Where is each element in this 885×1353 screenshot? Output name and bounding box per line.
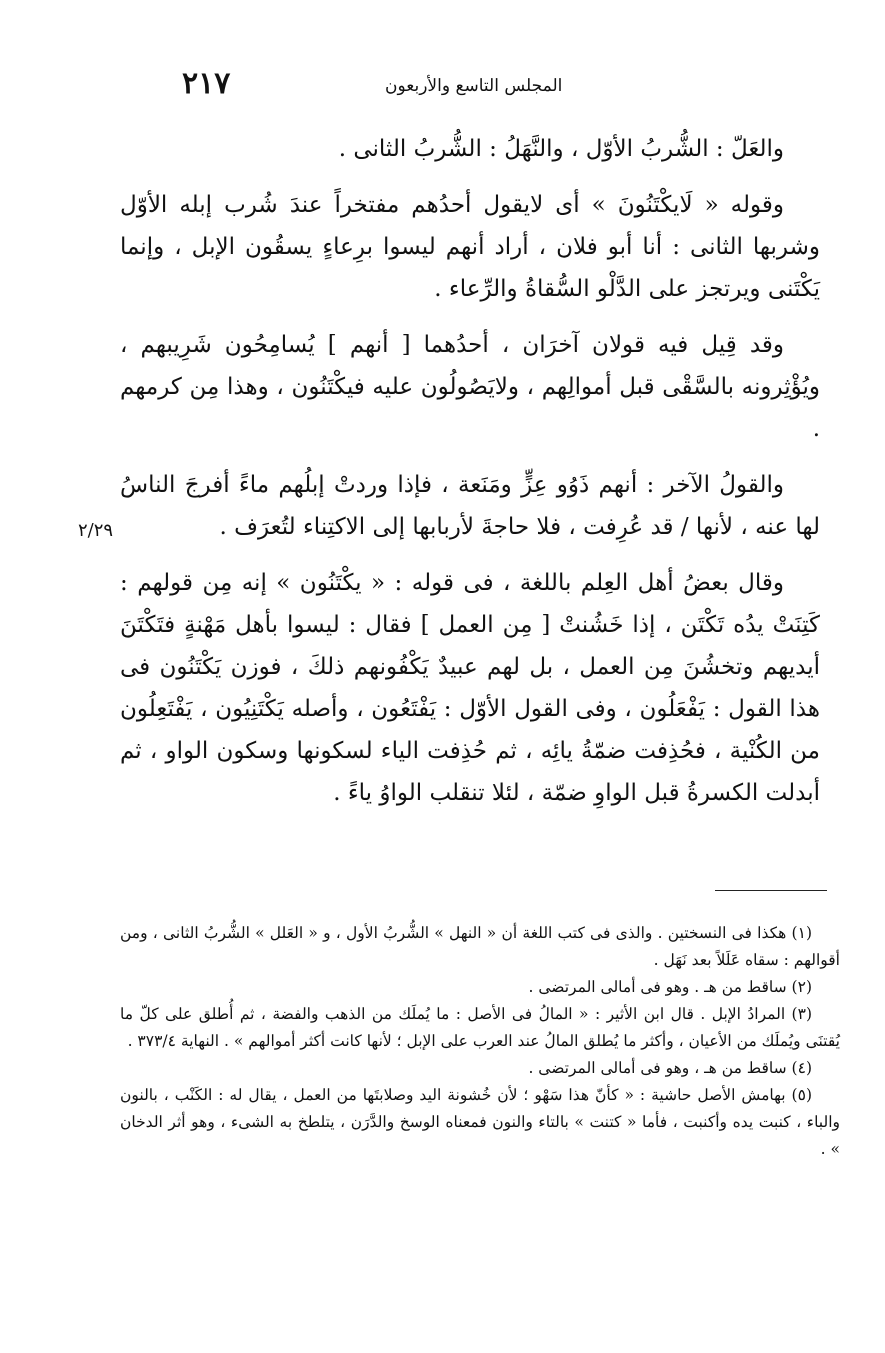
paragraph: وقوله « لَايكْتَنُونَ » أى لايقول أحدُهم مفتخراً عندَ شُرب إبله الأوّل وشربها الثانى : أنا أبو فلان ، أراد أنهم ليسوا برِعاءٍ يسقُون الإبل ، وإنما يَكْتَنى ويرتجز على الدَّلْو السُّقاةُ والرِّعاء . (120, 192, 820, 302)
page-number: ٢١٧ (182, 66, 231, 101)
paragraph: والعَلّ : الشُّربُ الأوّل ، والنَّهَلُ : الشُّربُ الثانى . (338, 136, 784, 162)
footnote: (١) هكذا فى النسختين . والذى فى كتب اللغة أن « النهل » الشُّربُ الأول ، و « العَلل » الشُّربُ الثانى ، ومن أقوالهم : سقاه عَلَلاً بعد نَهَل . (120, 924, 840, 969)
paragraph: وقد قِيل فيه قولان آخرَان ، أحدُهما [ أنهم ] يُسامِحُون شَرِيبهم ، ويُؤْثِرونه بالسَّقْى قبل أموالِهم ، ولايَصُولُون عليه فيكْتَنُون ، وهذا مِن كرمهم . (120, 332, 821, 442)
main-text (120, 128, 820, 828)
page-header (170, 66, 730, 106)
footnotes (120, 920, 840, 1163)
running-title: المجلس التاسع والأربعون (385, 76, 563, 96)
footnote-separator (715, 890, 827, 891)
paragraph: وقال بعضُ أهل العِلم باللغة ، فى قوله : « يكْتَنُون » إنه مِن قولهم : كَتِنَتْ يدُه تَكْتَن ، إذا خَشُنتْ [ مِن العمل ] فقال : ليسوا بأهل مَهْنةٍ فتَكْتَنَ أيديهم وتخشُنَ مِن العمل ، بل لهم عبيدٌ يَكْفُونهم ذلكَ ، فوزن يَكْتَنُون فى هذا القول : يَفْعَلُون ، وفى القول الأوّل : يَفْتَعُون ، وأصله يَكْتَنِيُون ، يَفْتَعِلُون من الكُنْية ، فحُذِفت ضمّةُ يائِه ، ثم حُذِفت الياء لسكونها وسكون الواو ، ثم أبدلت الكسرةُ قبل الواوِ ضمّة ، لئلا تنقلب الواوُ ياءً . (120, 570, 820, 806)
margin-reference: ٢/٢٩ (78, 520, 114, 541)
footnote: (٣) المرادُ الإبل . قال ابن الأثير : « المالُ فى الأصل : ما يُملَك من الذهب والفضة ، ثم أُطلق على كلّ ما يُقتنَى ويُملَك من الأعيان ، وأكثر ما يُطلق المالُ عند العرب على الإبل ؛ لأنها كانت أكثر أموالهم » . النهاية ٣٧٣/٤ . (120, 1005, 840, 1050)
footnote: (٤) ساقط من هـ ، وهو فى أمالى المرتضى . (528, 1059, 812, 1077)
footnote: (٥) بهامش الأصل حاشية : « كأنّ هذا سَهْو ؛ لأن خُشونة اليد وصلابتَها من العمل ، يقال له : الكَنْب ، بالنون والباء ، كنبت يده وأكنبت ، فأما « كتنت » بالتاء والنون فمعناه الوسخ والدَّرَن ، يتلطخ به الشىء ، وهو أثر الدخان » . (120, 1086, 840, 1158)
paragraph: والقولُ الآخر : أنهم ذَوُو عِزٍّ ومَنَعة ، فإذا وردتْ إبلُهم ماءً أفرجَ الناسُ لها عنه ، لأنها / قد عُرِفت ، فلا حاجةَ لأربابها إلى الاكتِناء لتُعرَف . (120, 472, 820, 540)
footnote: (٢) ساقط من هـ . وهو فى أمالى المرتضى . (528, 978, 812, 996)
